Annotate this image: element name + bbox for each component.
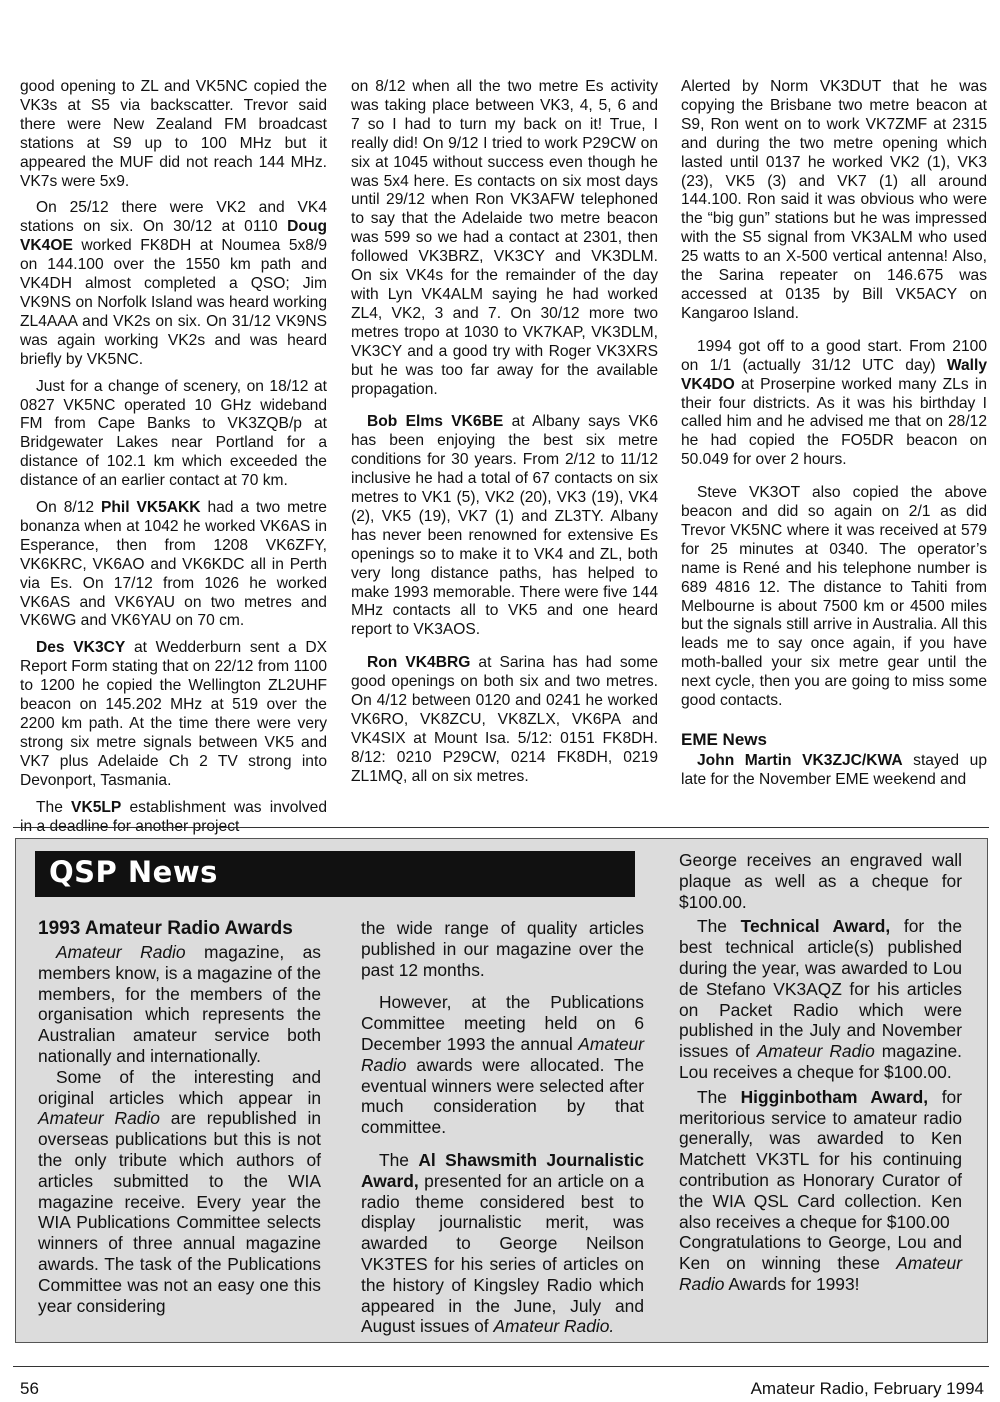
text: Some of the interesting and original articles which appear in: [38, 1066, 321, 1108]
text: at Proserpine worked many ZLs in their four districts. As it was his birthday I called him and he advised me that on 28/12 he had copied the FO5DR beacon on 50.049 for over 2 hours.: [681, 375, 987, 469]
paragraph: [679, 1087, 962, 1233]
paragraph: [351, 413, 658, 640]
text: magazine, as members know, is a magazine of the members, for the members of the organisation which represents the Australian amateur service both nationally and internationally.: [38, 942, 321, 1066]
text: The: [379, 1149, 419, 1170]
text: worked FK8DH at Noumea 5x8/9 on 144.100 over the 1550 km path and VK4DH almost completed a QSO; Jim VK9NS on Norfolk Island was heard working ZL4AAA and VK2s on six. On 31/12 VK9NS was again working VK2s and was heard briefly by VK5NC.: [20, 237, 327, 368]
section-divider: [13, 827, 989, 828]
award-name: Al Shawsmith Journalistic Award,: [361, 1149, 644, 1191]
text: On 8/12: [36, 499, 101, 517]
text: 1994 got off to a good start. From 2100 on 1/1 (actually 31/12 UTC day): [681, 337, 987, 374]
paragraph: [361, 992, 644, 1138]
callsign: Bob Elms VK6BE: [367, 413, 504, 431]
qsp-news-banner: QSP News: [35, 851, 635, 897]
callsign: Ron VK4BRG: [367, 654, 471, 672]
paragraph: [38, 1067, 321, 1317]
footer-publication-title: Amateur Radio, February 1994: [750, 1379, 984, 1398]
text: Awards for 1993!: [724, 1273, 860, 1294]
qsp-column-3: [679, 850, 962, 1305]
paragraph: George receives an engraved wall plaque as well as a cheque for $100.00.: [679, 850, 962, 912]
page-number: 56: [20, 1379, 39, 1398]
text: awards were allocated. The eventual winners were selected after much consideration by that committee.: [361, 1054, 644, 1138]
paragraph: good opening to ZL and VK5NC copied the VK3s at S5 via backscatter. Trevor said there were New Zealand FM broadcast stations at S9 up to 100 MHz but it appeared the MUF did not reach 144 MHz. VK7s were 5x9.: [20, 78, 327, 190]
paragraph: [38, 942, 321, 1067]
text: at Sarina has had some good openings on both six and two metres. On 4/12 between 0120 and 0241 he worked VK6RO, VK8ZCU, VK8ZLX, VK6PA and VK4SIX at Mount Isa. 5/12: 0151 FK8DH. 8/12: 0210 P29CW, 0214 FK8DH, 0219 ZL1MQ, all on six metres.: [351, 654, 658, 785]
text: at Albany says VK6 has been enjoying the best six metre conditions for 30 years. From 2/12 to 11/12 inclusive he had a total of 67 contacts on six metres to VK1 (5), VK2 (20), VK3 (19), VK4 (2), VK5 (19), VK7 (1) and ZL3TY. Albany has never been renowned for extensive Es openings so to make it to VK4 and ZL, both very long distance paths, has helped to make 1993 memorable. There were five 144 MHz contacts all to VK5 and one heard report to VK3AOS.: [351, 413, 658, 639]
text: at Wedderburn sent a DX Report Form stating that on 22/12 from 1100 to 1200 he copied the Wellington ZL2UHF beacon on 145.202 MHz at 519 over the 2200 km path. At the time there were very strong six metre signals between VK5 and VK7 plus Adelaide Ch 2 TV strong into Devonport, Tasmania.: [20, 639, 327, 789]
text: The: [36, 798, 72, 816]
qsp-heading: 1993 Amateur Radio Awards: [38, 918, 293, 939]
callsign: VK5LP: [71, 798, 122, 816]
article-column-2: [351, 78, 658, 795]
callsign: Doug VK4OE: [20, 218, 327, 255]
qsp-column-2: [361, 918, 644, 1347]
text: presented for an article on a radio theme considered best to display journalistic merit, was awarded to George Neilson VK3TES for his series of articles on the history of Kingsley Radio which appeared in the June, July and August issues of: [361, 1170, 644, 1337]
text: Congratulations to George, Lou and Ken on winning these: [679, 1232, 962, 1274]
footer-rule: [13, 1366, 989, 1367]
magazine-title: Amateur Radio: [56, 942, 186, 962]
magazine-title: Amateur Radio: [361, 1033, 644, 1075]
callsign: Des VK3CY: [36, 639, 126, 657]
paragraph: [679, 916, 962, 1082]
article-column-3: [681, 78, 987, 790]
text: The: [697, 916, 741, 937]
callsign: Phil VK5AKK: [100, 499, 201, 517]
text: magazine. Lou receives a cheque for $100.00.: [679, 1041, 962, 1082]
text: stayed up late for the November EME weekend and: [681, 751, 987, 788]
paragraph: [681, 338, 987, 470]
paragraph: [20, 799, 327, 837]
text: On 25/12 there were VK2 and VK4 stations on six. On 30/12 at 0110: [20, 199, 327, 236]
paragraph: [351, 654, 658, 786]
callsign: John Martin VK3ZJC/KWA: [697, 751, 903, 769]
qsp-column-1: [38, 918, 321, 1326]
paragraph: [679, 1232, 962, 1294]
text: are republished in overseas publications but this is not the only tribute which authors of articles submitted to the WIA magazine receive. Every year the WIA Publications Committee selects winners of three annual magazine awards. The task of the Publications Committee was not an easy one this year considering: [38, 1108, 321, 1316]
paragraph: [681, 752, 987, 790]
paragraph: [20, 499, 327, 631]
callsign: Wally VK4DO: [681, 356, 987, 393]
paragraph: Just for a change of scenery, on 18/12 at 0827 VK5NC operated 10 GHz wideband FM from Cape Banks to VK3ZQB/p at Bridgewater Lakes near Portland for a distance of 102.1 km which exceeded the distance of an earlier contact at 70 km.: [20, 377, 327, 490]
magazine-title: Amateur Radio: [679, 1253, 962, 1294]
paragraph: [361, 1150, 644, 1337]
paragraph: [20, 199, 327, 369]
article-column-1: [20, 78, 327, 836]
award-name: Higginbotham Award,: [740, 1086, 929, 1107]
text: However, at the Publications Committee meeting held on 6 December 1993 the annual: [361, 992, 644, 1054]
magazine-title: Amateur Radio.: [493, 1316, 615, 1337]
text: had a two metre bonanza when at 1042 he worked VK6AS in Esperance, then from 1208 VK6ZFY, VK6KRC, VK6AO and VK6KDC all in Perth via Es. On 17/12 from 1026 he worked VK6AS and VK6YAU on two metres and VK6WG and VK6YAU on 70 cm.: [20, 499, 327, 630]
section-heading: EME News: [681, 730, 767, 749]
paragraph: the wide range of quality articles published in our magazine over the past 12 months.: [361, 918, 644, 980]
paragraph: on 8/12 when all the two metre Es activity was taking place between VK3, 4, 5, 6 and 7 so I had to turn my back on it! True, I really did! On 9/12 I tried to work P29CW on six at 1045 without success even though he was 5x4 here. Es contacts on six most days until 29/12 when Ron VK3AFW telephoned to say that the Adelaide two metre beacon was 599 so we had a contact at 2301, then followed VK3BRZ, VK3CY and VK3DLM. On six VK4s for the remainder of the day with Lyn VK4ALM saying he had worked ZL4, VK2, 3 and 7. On 30/12 more two metres tropo at 1030 to VK7KAP, VK3DLM, VK3CY and a good try with Roger VK3XRS but he was too far away for the available propagation.: [351, 78, 658, 398]
magazine-title: Amateur Radio: [38, 1108, 160, 1129]
magazine-title: Amateur Radio: [756, 1041, 875, 1062]
text: establishment was involved in a deadline for another project: [20, 798, 327, 835]
text: The: [697, 1086, 741, 1107]
award-name: Technical Award,: [740, 916, 891, 937]
paragraph: Alerted by Norm VK3DUT that he was copying the Brisbane two metre beacon at S9, Ron went on to work VK7ZMF at 2315 and during the two metre opening which lasted until 0137 he worked VK2 (1), VK3 (23), VK5 (3) and VK7 (1) all around 144.100. Ron said it was obvious who were the “big gun” stations but he was impressed with the S5 signal from VK3ALM who used 25 watts to an X-500 vertical antenna! Also, the Sarina repeater on 146.675 was accessed at 0135 by Bill VK5ACY on Kangaroo Island.: [681, 78, 987, 322]
paragraph: Steve VK3OT also copied the above beacon and did so again on 2/1 as did Trevor VK5NC where it was received at 579 for 25 minutes at 0340. The operator’s name is René and his telephone number is 689 4816 12. The distance to Tahiti from Melbourne is about 7500 km or 4500 miles but the signals still arrive in Australia. All this leads me to say once again, if you have moth-balled your six metre gear until the next cycle, then you are going to miss some good contacts.: [681, 484, 987, 710]
text: for meritorious service to amateur radio generally, was awarded to Ken Matchett VK3TL for his continuing contribution as Honorary Curator of the WIA QSL Card collection. Ken also receives a cheque for $100.00: [679, 1086, 962, 1232]
text: for the best technical article(s) published during the year, was awarded to Lou de Stefano VK3AQZ for his articles on Packet Radio which were published in the July and November issues of: [679, 916, 963, 1062]
paragraph: [20, 639, 327, 790]
